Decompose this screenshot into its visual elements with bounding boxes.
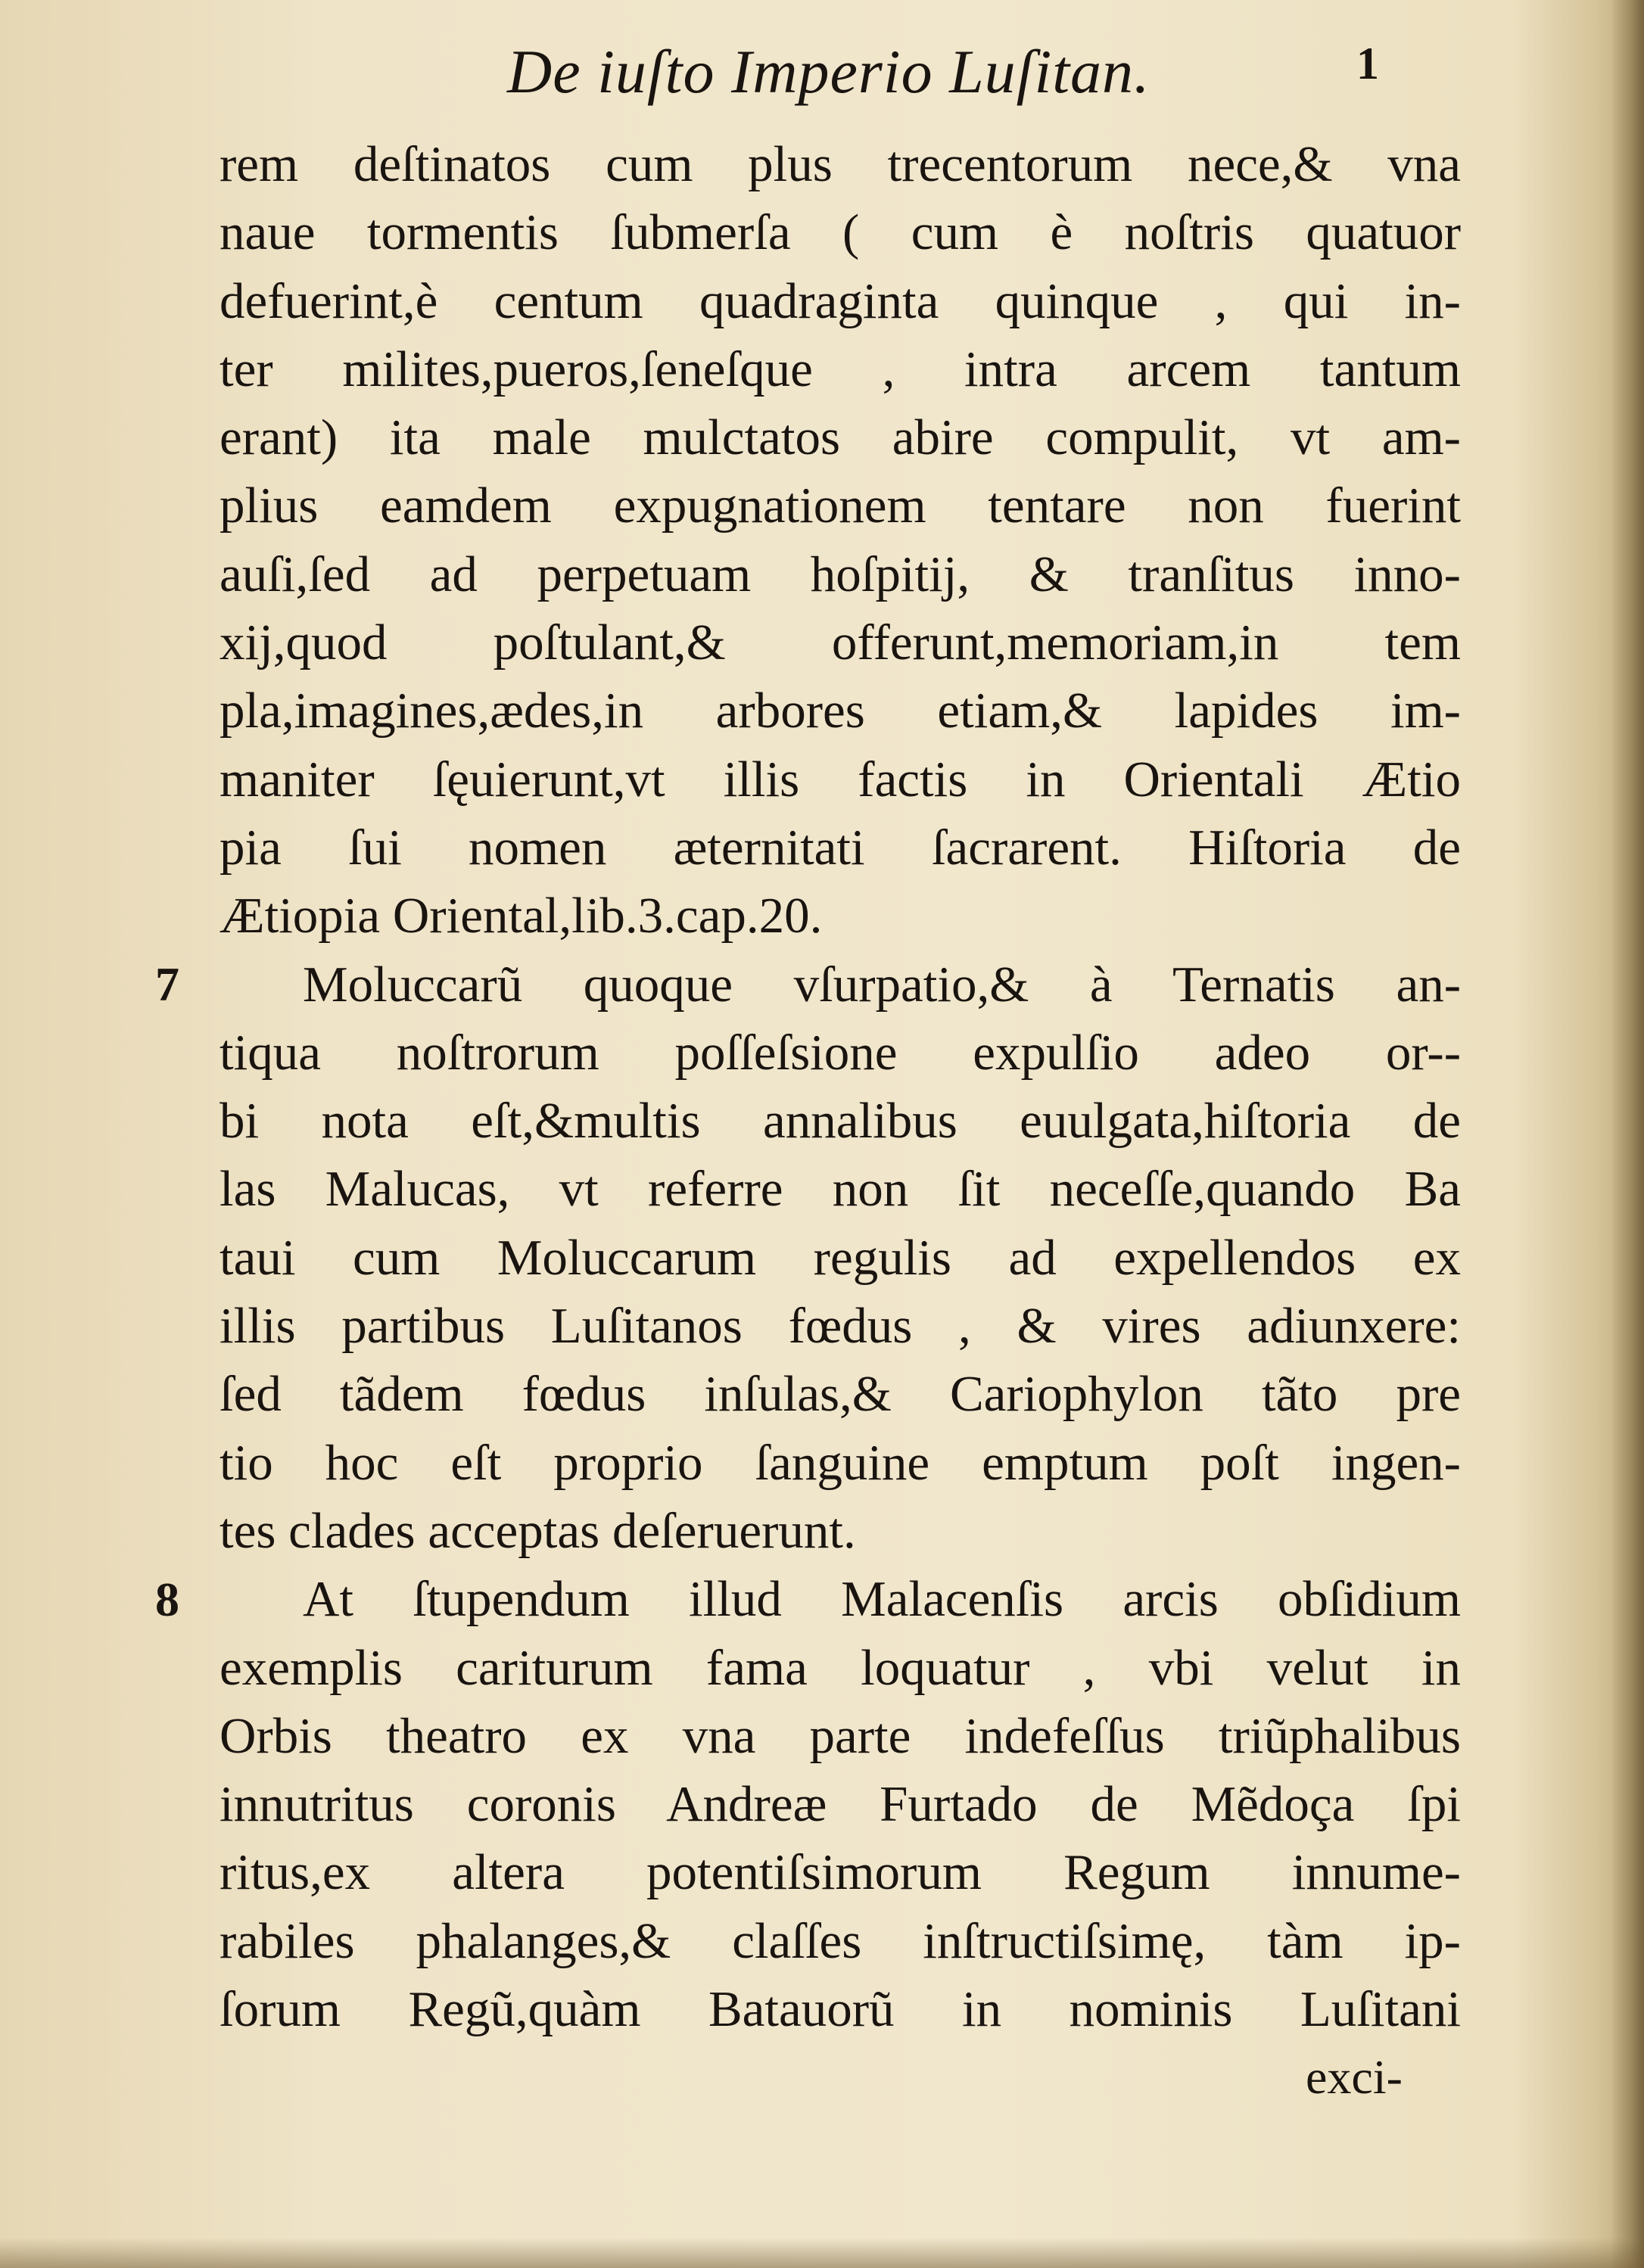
text-line: pla,imagines,ædes,in arbores etiam,& lapides im-: [220, 683, 1461, 739]
text-line: maniter ſęuierunt,vt illis factis in Orientali Ætio: [220, 751, 1461, 807]
paragraph-start-line: At ſtupendum illud Malacenſis arcis obſidium: [303, 1571, 1461, 1628]
page-bottom-shadow: [0, 2238, 1644, 2268]
running-title: De iuſto Imperio Luſitan.: [507, 37, 1150, 106]
folio-number: 1: [1356, 39, 1379, 89]
text-line: ſed tãdem fœdus inſulas,& Cariophylon tãto pre: [220, 1366, 1461, 1423]
text-line: Ætiopia Oriental,lib.3.cap.20.: [220, 888, 823, 944]
text-line: tiqua noſtrorum poſſeſsione expulſio adeo or--: [220, 1024, 1461, 1081]
page-edge-shadow: [1611, 0, 1644, 2268]
text-line: bi nota eſt,&multis annalibus euulgata,hiſtoria de: [220, 1093, 1461, 1150]
text-line: tio hoc eſt proprio ſanguine emptum poſt ingen-: [220, 1434, 1461, 1491]
text-line: erant) ita male mulctatos abire compulit, vt am-: [220, 409, 1461, 466]
text-line: pia ſui nomen æternitati ſacrarent. Hiſtoria de: [220, 819, 1461, 876]
text-line: defuerint,è centum quadraginta quinque , qui in-: [220, 272, 1461, 329]
paragraph-number-8: 8: [155, 1573, 179, 1626]
text-line: ter milites,pueros,ſeneſque , intra arcem tantum: [220, 341, 1461, 397]
catchword: exci-: [1306, 2050, 1403, 2104]
text-line: ritus,ex altera potentiſsimorum Regum innume-: [220, 1844, 1461, 1901]
text-line: tes clades acceptas deſeruerunt.: [220, 1502, 856, 1559]
text-line: Orbis theatro ex vna parte indefeſſus triũphalibus: [220, 1707, 1461, 1764]
text-line: ſorum Regũ,quàm Batauorũ in nominis Luſitani: [220, 1981, 1461, 2038]
text-line: rem deſtinatos cum plus trecentorum nece,& vna: [220, 136, 1461, 192]
text-line: exemplis cariturum fama loquatur , vbi velut in: [220, 1639, 1461, 1696]
body-text: [220, 130, 1461, 2043]
text-line: xij,quod poſtulant,& offerunt,memoriam,in tem: [220, 614, 1461, 671]
paragraph-start-line: Moluccarũ quoque vſurpatio,& à Ternatis an-: [303, 956, 1461, 1013]
text-line: naue tormentis ſubmerſa ( cum è noſtris quatuor: [220, 204, 1461, 261]
text-line: las Malucas, vt referre non ſit neceſſe,quando Ba: [220, 1161, 1461, 1218]
paragraph-number-7: 7: [155, 957, 179, 1011]
text-line: rabiles phalanges,& claſſes inſtructiſsimę, tàm ip-: [220, 1912, 1461, 1969]
text-line: plius eamdem expugnationem tentare non fuerint: [220, 478, 1461, 534]
text-line: innutritus coronis Andreæ Furtado de Mẽdoça ſpi: [220, 1776, 1461, 1833]
text-line: auſi,ſed ad perpetuam hoſpitij, & tranſitus inno-: [220, 546, 1461, 602]
text-line: taui cum Moluccarum regulis ad expellendos ex: [220, 1229, 1461, 1286]
text-line: illis partibus Luſitanos fœdus , & vires adiunxere:: [220, 1298, 1461, 1355]
